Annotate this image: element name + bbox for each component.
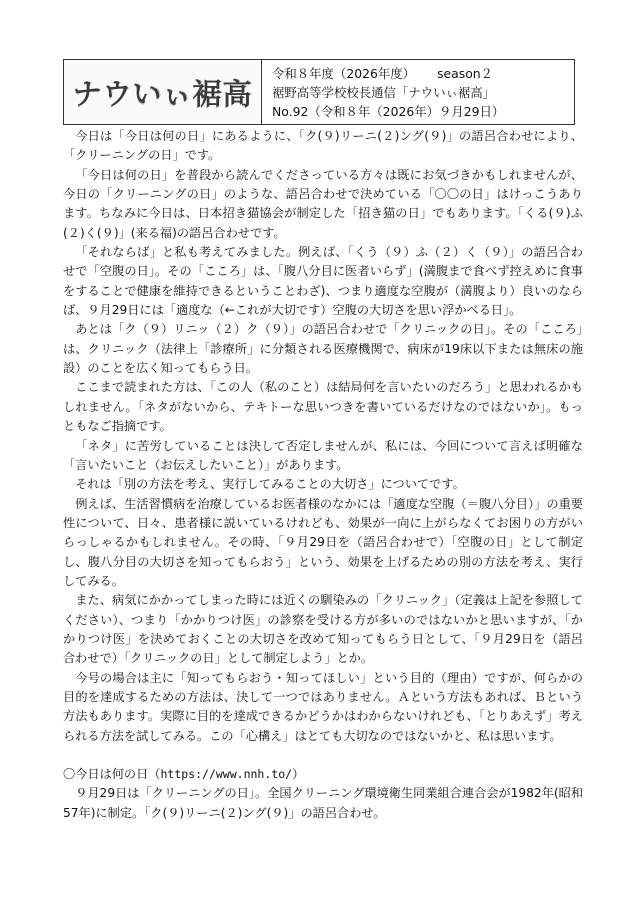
paragraph: それは「別の方法を考え、実行してみることの大切さ」についてです。 [75,477,465,492]
paragraph: 「今日は何の日」を普段から読んでくださっている方々は既にお気づきかもしれませんが、今日の「クリーニングの日」のような、語呂合わせで決めている「〇〇の日」はけっこうあります。ちなみに今日は、日本招き猫協会が制定した「招き猫の日」でもあります。「くる(９)ふ(２)く(９)」(来る福)の語呂合わせです。 [63,167,583,240]
newsletter-header [63,59,575,125]
today-heading-prefix: 〇今日は何の日（ [63,767,161,781]
season-label: season２ [437,66,494,81]
title-box [64,60,262,124]
issue-year: 令和８年度（2026年度） [272,66,416,81]
issue-meta [262,60,504,124]
paragraph: ここまで読まれた方は、「この人（私のこと）は結局何を言いたいのだろう」と思われるかもしれません。「ネタがないから、テキトーな思いつきを書いているだけなのではないか」。もっともなご指摘です。 [63,380,583,434]
paragraph: 「それならば」と私も考えてみました。例えば、「くう（９）ふ（２）く（９）」の語呂合わせで「空腹の日」。その「こころ」は、「腹八分目に医者いらず」(満腹まで食べず控えめに食事をすることで健康を維持できるということわざ)、つまり適度な空腹が（満腹より）良いのならば、９月29日には「適度な（←これが大切です）空腹の大切さを思い浮かべる日」。 [63,245,583,318]
paragraph: 「ネタ」に苦労していることは決して否定しませんが、私には、今回について言えば明確な「言いたいこと（お伝えしたいこと）」があります。 [63,438,583,472]
paragraph: あとは「ク（９）リニッ（２）ク（９）」の語呂合わせで「クリニックの日」。その「こころ」は、クリニック（法律上「診療所」に分類される医療機関で、病床が19床以下または無床の施設）のことを広く知ってもらう日。 [63,322,583,376]
today-body: ９月29日は「クリーニングの日」。全国クリーニング環境衛生同業組合連合会が1982年(昭和57年)に制定。「ク(９)リーニ(２)ング(９)」の語呂合わせ。 [63,786,584,820]
today-heading-suffix: ） [292,767,305,781]
paragraph: また、病気にかかってしまった時には近くの馴染みの「クリニック」（定義は上記を参照してください）、つまり「かかりつけ医」の診察を受ける方が多いのではないかと思いますが、「かかりつけ医」を決めておくことの大切さを改めて知ってもらう日として、「９月29日を（語呂合わせで）「クリニックの日」として制定しよう」とか。 [63,593,583,666]
publisher: 裾野高等学校校長通信「ナウいぃ裾高」 [272,85,496,100]
newsletter-title: ナウいぃ裾高 [72,76,253,111]
today-url-link[interactable]: https://www.nnh.to/ [160,767,293,781]
issue-number: No.92（令和８年（2026年）９月29日） [272,104,505,119]
paragraph: 今号の場合は主に「知ってもらおう・知ってほしい」という目的（理由）ですが、何らかの目的を達成するための方法は、決して一つではありません。Ａという方法もあれば、Ｂという方法もあります。実際に目的を達成できるかどうかはわからないけれども、「とりあえず」考えられる方法を試してみる。この「心構え」はとても大切なのではないかと、私は思います。 [63,670,583,743]
issue-year-line [272,64,504,83]
article-body [63,127,583,823]
section-gap [63,746,583,765]
paragraph: 例えば、生活習慣病を治療しているお医者様のなかには「適度な空腹（＝腹八分目）」の重要性について、日々、患者様に説いているけれども、効果が一向に上がらなくてお困りの方がいらっしゃるかもしれません。その時、「９月29日を（語呂合わせで）「空腹の日」として制定し、腹八分目の大切さを知ってもらおう」という、効果を上げるための別の方法を考え、実行してみる。 [63,496,583,588]
paragraph: 今日は「今日は何の日」にあるように、「ク(９)リーニ(２)ング(９)」の語呂合わせにより、「クリーニングの日」です。 [63,129,583,163]
today-heading [63,765,583,784]
